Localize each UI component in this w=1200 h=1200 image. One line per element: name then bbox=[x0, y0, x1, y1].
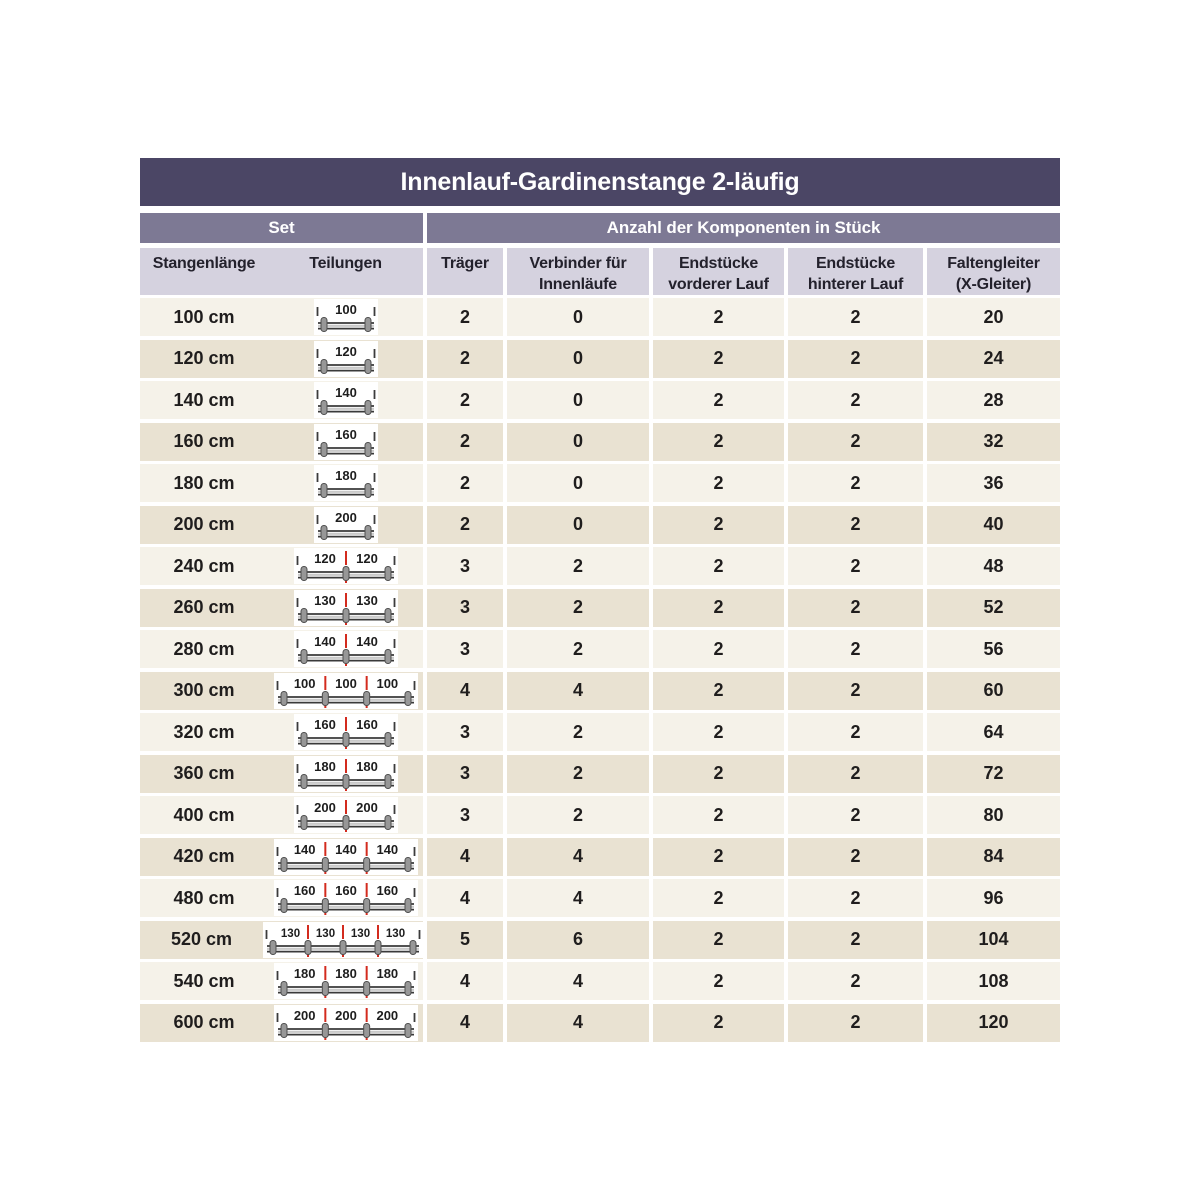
endstuecke-vorderer-count: 2 bbox=[653, 547, 784, 585]
set-cell bbox=[140, 547, 423, 585]
traeger-count: 3 bbox=[427, 630, 503, 668]
svg-text:140: 140 bbox=[334, 385, 357, 400]
column-header-set-group bbox=[140, 248, 423, 295]
svg-text:160: 160 bbox=[355, 717, 378, 732]
svg-text:120: 120 bbox=[334, 343, 357, 359]
column-header-line: hinterer Lauf bbox=[807, 276, 904, 293]
teilungen-diagram-wrap bbox=[263, 922, 423, 958]
svg-text:160: 160 bbox=[313, 717, 336, 732]
faltengleiter-count: 108 bbox=[927, 962, 1060, 1000]
endstuecke-hinterer-count: 2 bbox=[788, 547, 923, 585]
faltengleiter-count: 84 bbox=[927, 838, 1060, 876]
faltengleiter-count: 32 bbox=[927, 423, 1060, 461]
endstuecke-hinterer-count: 2 bbox=[788, 879, 923, 917]
set-cell bbox=[140, 423, 423, 461]
column-header-endstuecke-vorderer bbox=[653, 248, 784, 295]
endstuecke-vorderer-count: 2 bbox=[653, 921, 784, 959]
endstuecke-vorderer-count: 2 bbox=[653, 672, 784, 710]
rod-length-label: 360 cm bbox=[173, 763, 235, 783]
faltengleiter-count: 64 bbox=[927, 713, 1060, 751]
verbinder-count: 2 bbox=[507, 796, 649, 834]
faltengleiter-count: 60 bbox=[927, 672, 1060, 710]
endstuecke-hinterer-count: 2 bbox=[788, 423, 923, 461]
column-header-line: Innenläufe bbox=[538, 276, 617, 293]
endstuecke-vorderer-count: 2 bbox=[653, 838, 784, 876]
verbinder-count: 2 bbox=[507, 547, 649, 585]
rod-division-diagram bbox=[294, 590, 398, 626]
verbinder-count: 2 bbox=[507, 755, 649, 793]
rod-length-label: 280 cm bbox=[173, 638, 235, 659]
rod-length-label: 540 cm bbox=[173, 970, 235, 991]
rod-division-diagram bbox=[314, 382, 378, 418]
set-cell bbox=[140, 340, 423, 378]
teilungen-diagram-wrap bbox=[268, 797, 423, 833]
svg-text:200: 200 bbox=[355, 800, 378, 815]
verbinder-count: 0 bbox=[507, 340, 649, 378]
faltengleiter-count: 24 bbox=[927, 340, 1060, 378]
verbinder-count: 4 bbox=[507, 1004, 649, 1042]
svg-text:160: 160 bbox=[334, 883, 357, 898]
svg-text:140: 140 bbox=[355, 634, 378, 649]
traeger-count: 3 bbox=[427, 547, 503, 585]
rod-length-label: 520 cm bbox=[170, 929, 233, 949]
svg-text:140: 140 bbox=[375, 841, 398, 857]
teilungen-diagram-wrap bbox=[268, 673, 423, 709]
teilungen-diagram-wrap bbox=[268, 341, 423, 377]
table-row bbox=[140, 506, 1060, 544]
endstuecke-hinterer-count: 2 bbox=[788, 755, 923, 793]
table-row bbox=[140, 630, 1060, 668]
teilungen-diagram-wrap bbox=[268, 424, 423, 460]
svg-text:180: 180 bbox=[375, 966, 398, 981]
table-row bbox=[140, 962, 1060, 1000]
rod-division-diagram bbox=[274, 673, 418, 709]
endstuecke-hinterer-count: 2 bbox=[788, 464, 923, 502]
endstuecke-vorderer-count: 2 bbox=[653, 796, 784, 834]
set-cell bbox=[140, 713, 423, 751]
traeger-count: 5 bbox=[427, 921, 503, 959]
rod-division-diagram bbox=[294, 756, 398, 792]
table-row bbox=[140, 464, 1060, 502]
faltengleiter-count: 48 bbox=[927, 547, 1060, 585]
endstuecke-vorderer-count: 2 bbox=[653, 755, 784, 793]
table-body bbox=[140, 298, 1060, 1042]
rod-division-diagram bbox=[274, 880, 418, 916]
svg-text:200: 200 bbox=[334, 509, 357, 525]
traeger-count: 4 bbox=[427, 838, 503, 876]
svg-text:200: 200 bbox=[313, 800, 336, 815]
table-title: Innenlauf-Gardinenstange 2-läufig bbox=[140, 158, 1060, 206]
endstuecke-vorderer-count: 2 bbox=[653, 879, 784, 917]
svg-text:200: 200 bbox=[334, 1007, 357, 1023]
endstuecke-hinterer-count: 2 bbox=[788, 921, 923, 959]
set-cell bbox=[140, 921, 423, 959]
rod-division-diagram bbox=[274, 839, 418, 875]
table-row bbox=[140, 381, 1060, 419]
teilungen-diagram-wrap bbox=[268, 465, 423, 501]
traeger-count: 2 bbox=[427, 464, 503, 502]
svg-text:130: 130 bbox=[385, 927, 406, 940]
verbinder-count: 0 bbox=[507, 298, 649, 336]
group-header-row bbox=[140, 213, 1060, 243]
rod-length-label: 160 cm bbox=[173, 431, 235, 451]
svg-text:160: 160 bbox=[334, 426, 357, 442]
set-cell bbox=[140, 755, 423, 793]
svg-text:140: 140 bbox=[313, 634, 336, 649]
faltengleiter-count: 80 bbox=[927, 796, 1060, 834]
verbinder-count: 2 bbox=[507, 630, 649, 668]
table-row bbox=[140, 298, 1060, 336]
svg-text:140: 140 bbox=[334, 841, 357, 857]
rod-length-label: 140 cm bbox=[173, 389, 235, 410]
svg-text:130: 130 bbox=[350, 927, 371, 940]
curtain-rod-spec-table bbox=[140, 158, 1060, 1042]
set-cell bbox=[140, 298, 423, 336]
endstuecke-hinterer-count: 2 bbox=[788, 340, 923, 378]
svg-text:100: 100 bbox=[334, 675, 357, 691]
verbinder-count: 4 bbox=[507, 879, 649, 917]
svg-text:100: 100 bbox=[375, 675, 398, 691]
table-row bbox=[140, 340, 1060, 378]
rod-division-diagram bbox=[294, 714, 398, 750]
traeger-count: 2 bbox=[427, 381, 503, 419]
verbinder-count: 0 bbox=[507, 464, 649, 502]
rod-division-diagram bbox=[314, 341, 378, 377]
traeger-count: 2 bbox=[427, 340, 503, 378]
rod-length-label: 260 cm bbox=[173, 597, 235, 617]
set-cell bbox=[140, 796, 423, 834]
column-header-line: vorderer Lauf bbox=[668, 276, 769, 293]
teilungen-diagram-wrap bbox=[268, 756, 423, 792]
svg-text:200: 200 bbox=[375, 1007, 398, 1023]
verbinder-count: 2 bbox=[507, 713, 649, 751]
endstuecke-hinterer-count: 2 bbox=[788, 796, 923, 834]
svg-text:180: 180 bbox=[355, 758, 378, 774]
endstuecke-hinterer-count: 2 bbox=[788, 381, 923, 419]
table-row bbox=[140, 921, 1060, 959]
verbinder-count: 0 bbox=[507, 423, 649, 461]
set-cell bbox=[140, 464, 423, 502]
endstuecke-hinterer-count: 2 bbox=[788, 630, 923, 668]
faltengleiter-count: 36 bbox=[927, 464, 1060, 502]
svg-text:180: 180 bbox=[313, 758, 336, 774]
verbinder-count: 4 bbox=[507, 838, 649, 876]
endstuecke-hinterer-count: 2 bbox=[788, 298, 923, 336]
verbinder-count: 2 bbox=[507, 589, 649, 627]
table-row bbox=[140, 589, 1060, 627]
traeger-count: 2 bbox=[427, 423, 503, 461]
svg-text:130: 130 bbox=[355, 592, 378, 608]
faltengleiter-count: 104 bbox=[927, 921, 1060, 959]
rod-length-label: 120 cm bbox=[173, 348, 235, 368]
faltengleiter-count: 52 bbox=[927, 589, 1060, 627]
teilungen-diagram-wrap bbox=[268, 548, 423, 584]
svg-text:120: 120 bbox=[313, 551, 336, 566]
endstuecke-hinterer-count: 2 bbox=[788, 962, 923, 1000]
traeger-count: 2 bbox=[427, 298, 503, 336]
teilungen-diagram-wrap bbox=[268, 631, 423, 667]
endstuecke-vorderer-count: 2 bbox=[653, 713, 784, 751]
rod-division-diagram bbox=[263, 922, 423, 958]
verbinder-count: 0 bbox=[507, 381, 649, 419]
svg-text:130: 130 bbox=[315, 927, 336, 940]
faltengleiter-count: 120 bbox=[927, 1004, 1060, 1042]
rod-length-label: 420 cm bbox=[173, 846, 235, 866]
table-row bbox=[140, 879, 1060, 917]
rod-length-label: 480 cm bbox=[173, 887, 235, 908]
column-header-stangenlaenge: Stangenlänge bbox=[152, 255, 256, 272]
endstuecke-vorderer-count: 2 bbox=[653, 464, 784, 502]
verbinder-count: 6 bbox=[507, 921, 649, 959]
endstuecke-vorderer-count: 2 bbox=[653, 589, 784, 627]
table-row bbox=[140, 547, 1060, 585]
rod-length-label: 600 cm bbox=[173, 1012, 235, 1032]
traeger-count: 4 bbox=[427, 672, 503, 710]
column-header-line: Träger bbox=[441, 255, 489, 272]
endstuecke-hinterer-count: 2 bbox=[788, 672, 923, 710]
set-cell bbox=[140, 672, 423, 710]
teilungen-diagram-wrap bbox=[268, 507, 423, 543]
faltengleiter-count: 28 bbox=[927, 381, 1060, 419]
column-header-endstuecke-hinterer bbox=[788, 248, 923, 295]
verbinder-count: 0 bbox=[507, 506, 649, 544]
set-cell bbox=[140, 1004, 423, 1042]
faltengleiter-count: 56 bbox=[927, 630, 1060, 668]
set-cell bbox=[140, 381, 423, 419]
endstuecke-hinterer-count: 2 bbox=[788, 506, 923, 544]
rod-length-label: 300 cm bbox=[173, 680, 235, 700]
traeger-count: 4 bbox=[427, 879, 503, 917]
table-row bbox=[140, 672, 1060, 710]
rod-length-label: 100 cm bbox=[173, 306, 235, 327]
group-header-set: Set bbox=[140, 213, 423, 243]
faltengleiter-count: 40 bbox=[927, 506, 1060, 544]
endstuecke-vorderer-count: 2 bbox=[653, 423, 784, 461]
endstuecke-vorderer-count: 2 bbox=[653, 298, 784, 336]
column-header-line: Endstücke bbox=[678, 255, 759, 272]
verbinder-count: 4 bbox=[507, 962, 649, 1000]
set-cell bbox=[140, 879, 423, 917]
endstuecke-vorderer-count: 2 bbox=[653, 506, 784, 544]
set-cell bbox=[140, 589, 423, 627]
traeger-count: 3 bbox=[427, 796, 503, 834]
rod-division-diagram bbox=[314, 424, 378, 460]
table-row bbox=[140, 423, 1060, 461]
teilungen-diagram-wrap bbox=[268, 963, 423, 999]
teilungen-diagram-wrap bbox=[268, 1005, 423, 1041]
rod-division-diagram bbox=[314, 299, 378, 335]
endstuecke-hinterer-count: 2 bbox=[788, 1004, 923, 1042]
rod-division-diagram bbox=[314, 507, 378, 543]
svg-text:120: 120 bbox=[355, 551, 378, 566]
table-row bbox=[140, 1004, 1060, 1042]
svg-text:180: 180 bbox=[334, 468, 357, 483]
svg-text:180: 180 bbox=[334, 966, 357, 981]
set-cell bbox=[140, 630, 423, 668]
traeger-count: 4 bbox=[427, 1004, 503, 1042]
rod-division-diagram bbox=[294, 548, 398, 584]
endstuecke-vorderer-count: 2 bbox=[653, 340, 784, 378]
svg-text:180: 180 bbox=[293, 966, 316, 981]
svg-text:160: 160 bbox=[375, 883, 398, 898]
table-row bbox=[140, 796, 1060, 834]
set-cell bbox=[140, 506, 423, 544]
teilungen-diagram-wrap bbox=[268, 382, 423, 418]
table-row bbox=[140, 755, 1060, 793]
endstuecke-hinterer-count: 2 bbox=[788, 713, 923, 751]
endstuecke-hinterer-count: 2 bbox=[788, 589, 923, 627]
traeger-count: 3 bbox=[427, 755, 503, 793]
teilungen-diagram-wrap bbox=[268, 590, 423, 626]
endstuecke-vorderer-count: 2 bbox=[653, 1004, 784, 1042]
traeger-count: 2 bbox=[427, 506, 503, 544]
traeger-count: 3 bbox=[427, 713, 503, 751]
column-header-line: Endstücke bbox=[815, 255, 896, 272]
table-row bbox=[140, 713, 1060, 751]
column-header-row bbox=[140, 248, 1060, 295]
table-row bbox=[140, 838, 1060, 876]
column-header-verbinder bbox=[507, 248, 649, 295]
endstuecke-vorderer-count: 2 bbox=[653, 381, 784, 419]
svg-text:100: 100 bbox=[293, 675, 316, 691]
rod-length-label: 200 cm bbox=[173, 514, 235, 534]
rod-division-diagram bbox=[274, 1005, 418, 1041]
verbinder-count: 4 bbox=[507, 672, 649, 710]
svg-text:100: 100 bbox=[334, 302, 357, 317]
endstuecke-hinterer-count: 2 bbox=[788, 838, 923, 876]
column-header-traeger bbox=[427, 248, 503, 295]
faltengleiter-count: 96 bbox=[927, 879, 1060, 917]
column-header-faltengleiter bbox=[927, 248, 1060, 295]
rod-length-label: 400 cm bbox=[173, 804, 235, 825]
rod-division-diagram bbox=[294, 797, 398, 833]
teilungen-diagram-wrap bbox=[268, 839, 423, 875]
column-header-line: Verbinder für bbox=[529, 255, 627, 272]
faltengleiter-count: 72 bbox=[927, 755, 1060, 793]
endstuecke-vorderer-count: 2 bbox=[653, 630, 784, 668]
teilungen-diagram-wrap bbox=[268, 880, 423, 916]
teilungen-diagram-wrap bbox=[268, 299, 423, 335]
column-header-line: Faltengleiter bbox=[947, 255, 1040, 272]
svg-text:160: 160 bbox=[293, 883, 316, 898]
svg-text:140: 140 bbox=[293, 841, 316, 857]
faltengleiter-count: 20 bbox=[927, 298, 1060, 336]
rod-division-diagram bbox=[274, 963, 418, 999]
rod-division-diagram bbox=[294, 631, 398, 667]
column-header-line: (X-Gleiter) bbox=[955, 276, 1032, 293]
endstuecke-vorderer-count: 2 bbox=[653, 962, 784, 1000]
set-cell bbox=[140, 838, 423, 876]
rod-length-label: 320 cm bbox=[173, 721, 235, 742]
rod-length-label: 180 cm bbox=[173, 472, 235, 493]
svg-text:130: 130 bbox=[313, 592, 336, 608]
set-cell bbox=[140, 962, 423, 1000]
rod-length-label: 240 cm bbox=[173, 555, 235, 576]
svg-text:200: 200 bbox=[293, 1007, 316, 1023]
column-header-teilungen: Teilungen bbox=[309, 255, 382, 272]
svg-text:130: 130 bbox=[280, 927, 301, 940]
rod-division-diagram bbox=[314, 465, 378, 501]
group-header-components: Anzahl der Komponenten in Stück bbox=[427, 213, 1060, 243]
teilungen-diagram-wrap bbox=[268, 714, 423, 750]
traeger-count: 3 bbox=[427, 589, 503, 627]
traeger-count: 4 bbox=[427, 962, 503, 1000]
